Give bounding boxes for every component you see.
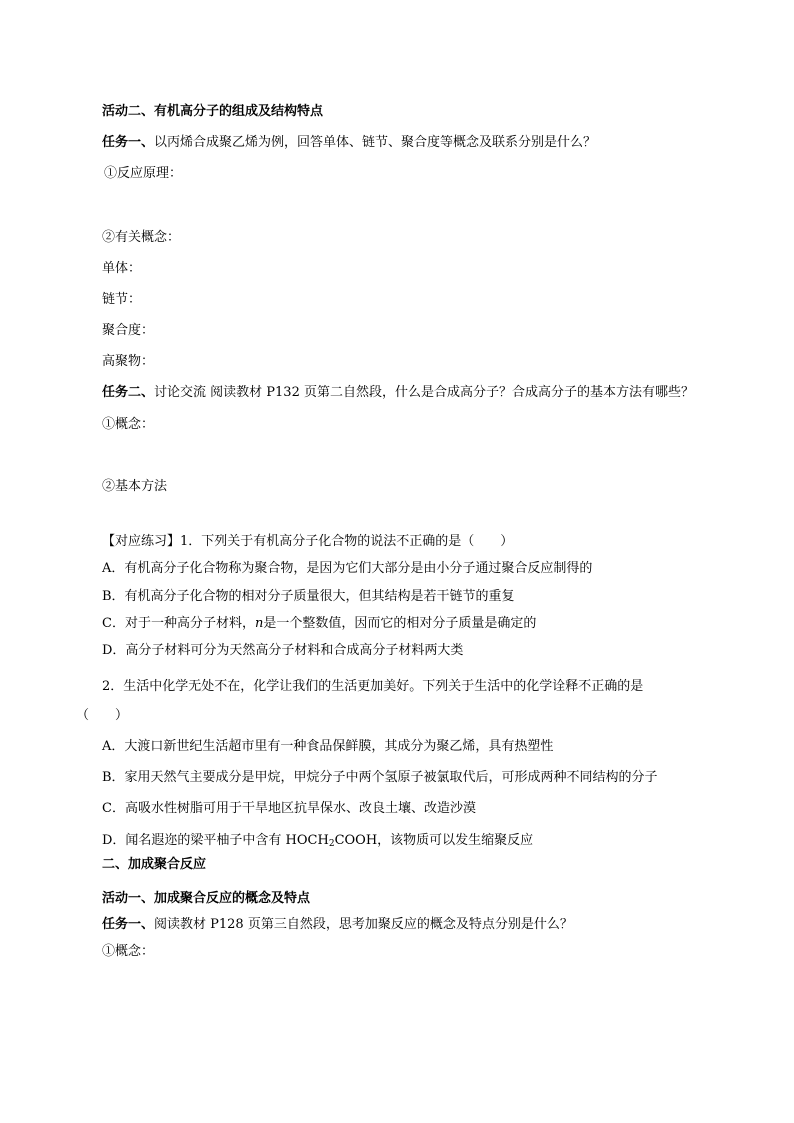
q1-option-c-post: 是一个整数值，因而它的相对分子质量是确定的: [263, 616, 537, 631]
section2-task1-label: 任务一、: [102, 917, 155, 932]
section2-task1-line: [102, 916, 573, 934]
q2-stem: 2．生活中化学无处不在，化学让我们的生活更加美好。下列关于生活中的化学诠释不正确的是: [102, 679, 644, 694]
q1-option-c: [102, 615, 536, 633]
q1-option-c-pre: C．对于一种高分子材料，: [102, 616, 255, 631]
reaction-principle: ①反应原理：: [104, 166, 183, 181]
q2-option-a: A．大渡口新世纪生活超市里有一种食品保鲜膜，其成分为聚乙烯，具有热塑性: [102, 739, 554, 754]
q1-stem: 【对应练习】1．下列关于有机高分子化合物的说法不正确的是（ ）: [102, 534, 514, 549]
task2-line: [102, 384, 694, 402]
degree-label: 聚合度：: [102, 323, 155, 338]
q2-option-b: B．家用天然气主要成分是甲烷，甲烷分子中两个氢原子被氯取代后，可形成两种不同结构的分子: [102, 770, 658, 785]
q1-option-a: A．有机高分子化合物称为聚合物，是因为它们大部分是由小分子通过聚合反应制得的: [102, 561, 593, 576]
task2-label: 任务二、: [102, 385, 155, 400]
task1-text: 以丙烯合成聚乙烯为例，回答单体、链节、聚合度等概念及联系分别是什么？: [154, 135, 597, 150]
q2-paren: （ ）: [76, 708, 129, 723]
section2-activity1: 活动一、加成聚合反应的概念及特点: [102, 891, 311, 906]
activity2-heading: 活动二、有机高分子的组成及结构特点: [102, 104, 324, 119]
basic-method-label: ②基本方法: [102, 479, 168, 494]
q2-option-c: C．高吸水性树脂可用于干旱地区抗旱保水、改良土壤、改造沙漠: [102, 801, 476, 816]
section2-concept: ①概念：: [102, 944, 155, 959]
q1-option-b: B．有机高分子化合物的相对分子质量很大，但其结构是若干链节的重复: [102, 589, 515, 604]
task1-label: 任务一、: [102, 135, 155, 150]
chain-unit-label: 链节：: [102, 292, 142, 307]
task2-text: 讨论交流 阅读教材 P132 页第二自然段，什么是合成高分子？合成高分子的基本方法有哪些？: [154, 385, 694, 400]
q2-option-d-pre: D．闻名遐迩的梁平柚子中含有 HOCH: [102, 833, 329, 848]
monomer-label: 单体：: [102, 261, 142, 276]
related-concepts: ②有关概念：: [102, 230, 181, 245]
q1-option-c-n: n: [254, 616, 264, 631]
polymer-label: 高聚物：: [102, 354, 155, 369]
concept-label: ①概念：: [102, 417, 155, 432]
section2-heading: 二、加成聚合反应: [102, 857, 207, 872]
q2-option-d-post: COOH，该物质可以发生缩聚反应: [334, 833, 534, 848]
task1-line: [102, 134, 596, 152]
q1-option-d: D．高分子材料可分为天然高分子材料和合成高分子材料两大类: [102, 643, 464, 658]
q2-option-d: [102, 832, 533, 850]
section2-task1-text: 阅读教材 P128 页第三自然段，思考加聚反应的概念及特点分别是什么？: [154, 917, 573, 932]
q2-option-d-sub: 2: [328, 839, 335, 849]
